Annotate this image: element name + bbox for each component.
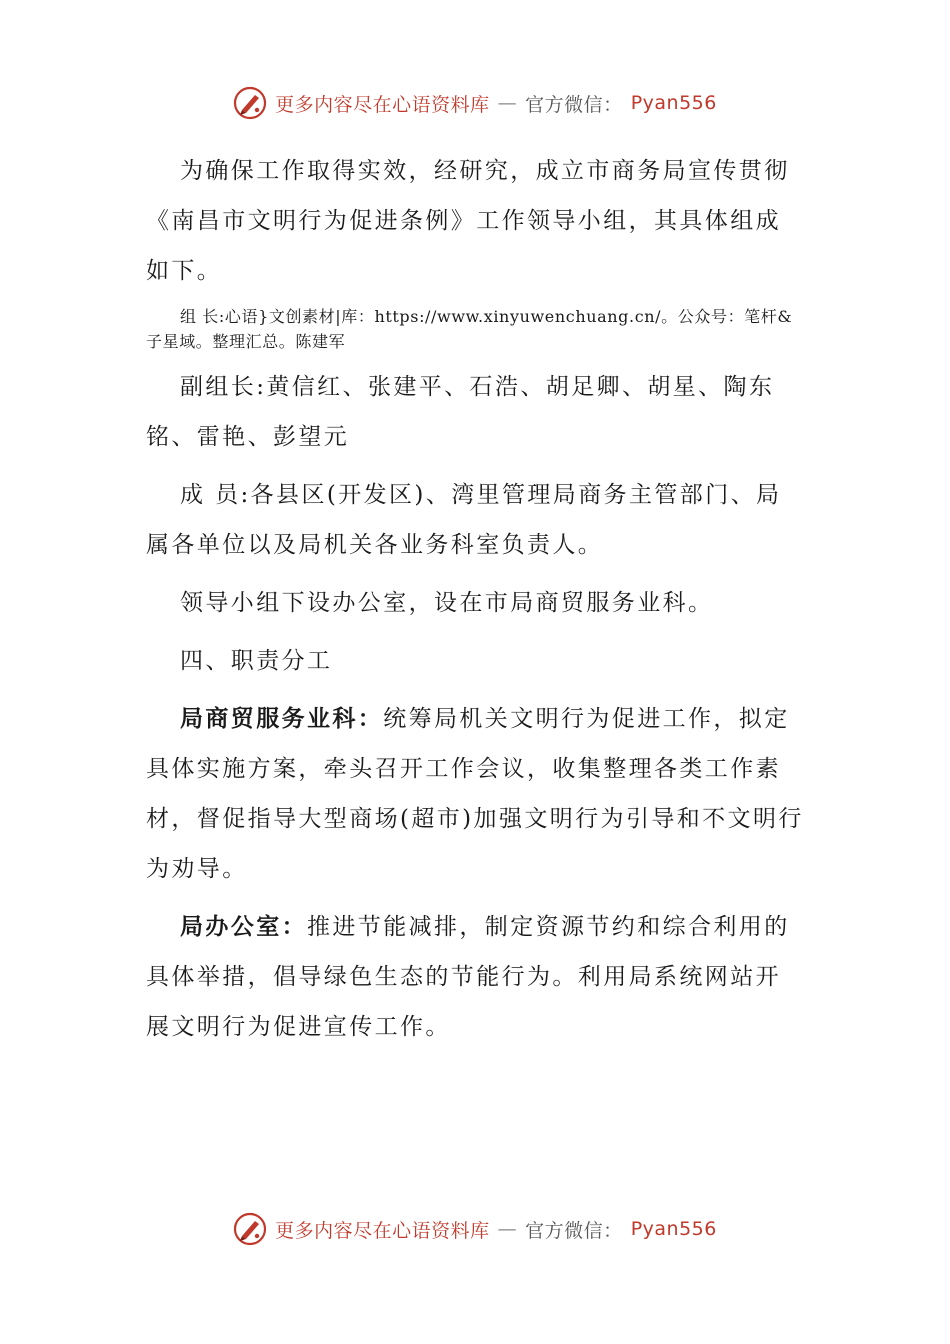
paragraph-office: 领导小组下设办公室，设在市局商贸服务业科。 xyxy=(180,590,714,616)
section-heading-duties: 四、职责分工 xyxy=(180,648,333,674)
pen-logo-icon xyxy=(233,1212,267,1246)
banner-wechat-label: 官方微信： xyxy=(525,1219,623,1242)
commerce-section-text: 统筹局机关文明行为促进工作，拟定具体实施方案，牵头召开工作会议，收集整理各类工作素材，督促指导大型商场(超市)加强文明行为引导和不文明行为劝导。 xyxy=(146,706,804,882)
banner-brand-text: 更多内容尽在心语资料库 xyxy=(275,1219,490,1242)
commerce-section-label: 局商贸服务业科： xyxy=(180,705,384,732)
banner-wechat-id: Pyan556 xyxy=(630,92,717,114)
paragraph-deputy-leaders: 副组长:黄信红、张建平、石浩、胡足卿、胡星、陶东铭、雷艳、彭望元 xyxy=(146,374,775,450)
paragraph-bureau-office xyxy=(146,902,806,1052)
paragraph-group-leader: 组 长:心语}文创素材|库：https://www.xinyuwenchuang.cn/。公众号：笔杆&子星域。整理汇总。陈建军 xyxy=(146,307,793,351)
banner-brand-text: 更多内容尽在心语资料库 xyxy=(275,93,490,116)
banner-wechat-label: 官方微信： xyxy=(525,93,623,116)
paragraph-intro: 为确保工作取得实效，经研究，成立市商务局宣传贯彻《南昌市文明行为促进条例》工作领导小组，其具体组成如下。 xyxy=(146,158,790,284)
banner-wechat-id: Pyan556 xyxy=(630,1218,717,1240)
paragraph-commerce-section xyxy=(146,694,806,894)
header-banner xyxy=(0,86,950,120)
banner-separator: — xyxy=(497,92,518,114)
footer-banner xyxy=(0,1212,950,1246)
bureau-office-label: 局办公室： xyxy=(180,913,307,940)
pen-logo-icon xyxy=(233,86,267,120)
bureau-office-text: 推进节能减排，制定资源节约和综合利用的具体举措，倡导绿色生态的节能行为。利用局系统网站开展文明行为促进宣传工作。 xyxy=(146,914,790,1040)
paragraph-members: 成 员:各县区(开发区)、湾里管理局商务主管部门、局属各单位以及局机关各业务科室负责人。 xyxy=(146,482,782,558)
banner-separator: — xyxy=(497,1218,518,1240)
document-body xyxy=(146,146,806,1060)
